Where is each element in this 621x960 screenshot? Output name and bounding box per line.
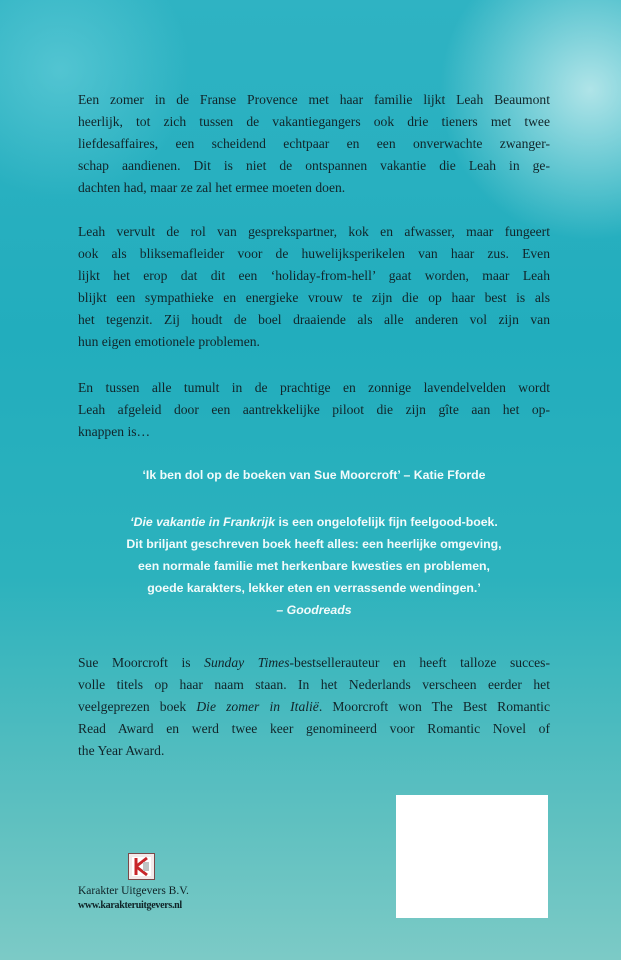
text-line: Leah vervult de rol van gesprekspartner, kok en afwasser, maar fungeert xyxy=(78,224,550,239)
text-line xyxy=(78,696,550,718)
blurb-paragraph-1 xyxy=(78,89,550,199)
blurb-paragraph-3 xyxy=(78,377,550,443)
text-line: the Year Award. xyxy=(78,743,165,758)
text-line: blijkt een sympathieke en energieke vrouw te zijn die op haar best is als xyxy=(78,290,550,305)
publisher-url[interactable]: www.karakteruitgevers.nl xyxy=(78,900,182,911)
quote-line xyxy=(78,511,550,533)
text-line: Een zomer in de Franse Provence met haar familie lijkt Leah Beaumont xyxy=(78,92,550,107)
author-bio xyxy=(78,652,550,762)
text-line: liefdesaffaires, een scheidend echtpaar en een onverwachte zwanger- xyxy=(78,136,550,151)
text-line: dachten had, maar ze zal het ermee moeten doen. xyxy=(78,180,346,195)
text-line: schap aandienen. Dit is niet de ontspannen vakantie die Leah in ge- xyxy=(78,158,550,173)
text-line: En tussen alle tumult in de prachtige en zonnige lavendelvelden wordt xyxy=(78,380,550,395)
quote-text: is een ongelofelijk fijn feelgood-boek. xyxy=(275,515,498,529)
barcode-area xyxy=(396,795,548,918)
blurb-paragraph-2 xyxy=(78,221,550,353)
quote-line: goede karakters, lekker eten en verrassende wendingen.’ xyxy=(147,581,481,595)
text-line: knappen is… xyxy=(78,424,151,439)
text: Sue Moorcroft is xyxy=(78,655,205,670)
text-line: Read Award en werd twee keer genomineerd voor Romantic Novel of xyxy=(78,721,550,736)
review-quote xyxy=(78,511,550,621)
newspaper-name: Sunday Times xyxy=(204,655,290,670)
text: . Moorcroft won The Best Romantic xyxy=(318,699,550,714)
text-line: lijkt het erop dat dit een ‘holiday-from-hell’ gaat worden, maar Leah xyxy=(78,268,550,283)
publisher-logo-icon xyxy=(128,853,155,880)
book-title: Die zomer in Italië xyxy=(196,699,319,714)
quote-source xyxy=(78,599,550,621)
source-name: – Goodreads xyxy=(276,603,352,617)
quote-text: ‘Ik ben dol op de boeken van Sue Moorcroft’ – Katie Fforde xyxy=(142,468,486,482)
quote-line: Dit briljant geschreven boek heeft alles: een heerlijke omgeving, xyxy=(126,537,502,551)
text-line: het tegenzit. Zij houdt de boel draaiende als alle anderen vol zijn van xyxy=(78,312,550,327)
text-line: Leah afgeleid door een aantrekkelijke piloot die zijn gîte aan het op- xyxy=(78,402,550,417)
text-line: heerlijk, tot zich tussen de vakantiegangers ook drie tieners met twee xyxy=(78,114,550,129)
quote-line: een normale familie met herkenbare kwesties en problemen, xyxy=(138,559,490,573)
text-line: ook als bliksemafleider voor de huwelijksperikelen van haar zus. Even xyxy=(78,246,550,261)
text-line: volle titels op haar naam staan. In het Nederlands verscheen eerder het xyxy=(78,677,550,692)
book-title: ‘Die vakantie in Frankrijk xyxy=(130,515,276,529)
publisher-name: Karakter Uitgevers B.V. xyxy=(78,885,189,897)
author-quote xyxy=(78,464,550,486)
text: -bestsellerauteur en heeft talloze succes- xyxy=(289,655,550,670)
text: veelgeprezen boek xyxy=(78,699,197,714)
text-line xyxy=(78,652,550,674)
text-line: hun eigen emotionele problemen. xyxy=(78,334,260,349)
